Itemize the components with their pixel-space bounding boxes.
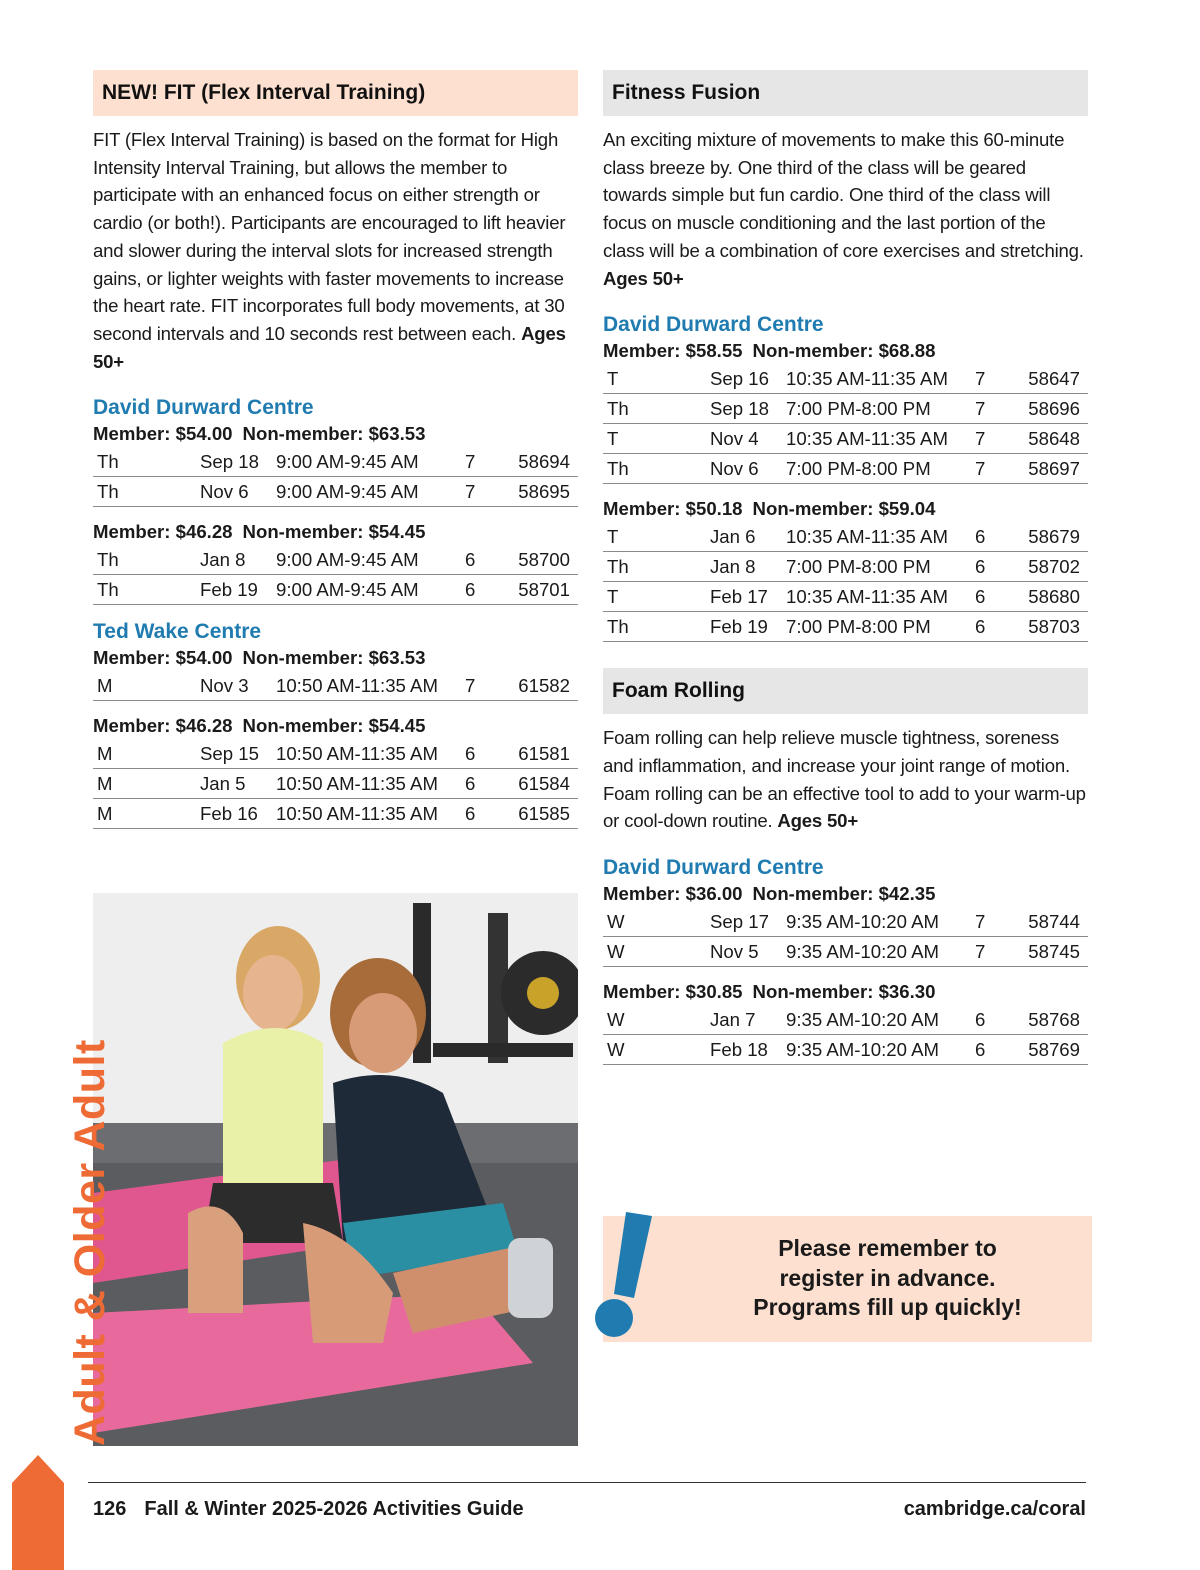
footer-url: cambridge.ca/coral bbox=[903, 1498, 1086, 1520]
fee-line: Member: $30.85 Non-member: $36.30 bbox=[603, 981, 936, 1003]
schedule-table bbox=[603, 1005, 1088, 1065]
footer-left bbox=[93, 1498, 524, 1521]
fee-line: Member: $46.28 Non-member: $54.45 bbox=[93, 521, 426, 543]
fee-line: Member: $46.28 Non-member: $54.45 bbox=[93, 715, 426, 737]
schedule-table bbox=[603, 907, 1088, 967]
table-row: T Sep 16 10:35 AM-11:35 AM 7 58647 bbox=[603, 364, 1088, 394]
table-row: W Nov 5 9:35 AM-10:20 AM 7 58745 bbox=[603, 937, 1088, 967]
fee-line: Member: $50.18 Non-member: $59.04 bbox=[603, 498, 936, 520]
photo-illustration bbox=[93, 893, 578, 1446]
table-row: M Feb 16 10:50 AM-11:35 AM 6 61585 bbox=[93, 799, 578, 829]
table-row: T Nov 4 10:35 AM-11:35 AM 7 58648 bbox=[603, 424, 1088, 454]
fee-line: Member: $54.00 Non-member: $63.53 bbox=[93, 647, 426, 669]
fee-line: Member: $54.00 Non-member: $63.53 bbox=[93, 423, 426, 445]
reminder-text bbox=[683, 1234, 1092, 1323]
right-column bbox=[603, 70, 1088, 1065]
fusion-section-title: Fitness Fusion bbox=[603, 70, 1088, 116]
foam-description: Foam rolling can help relieve muscle tightness, soreness and inflammation, and increase your joint range of motion. Foam rolling can be an effective tool to add to your warm-up or cool-down routine. Ages 50+ bbox=[603, 727, 1086, 832]
centre-name: David Durward Centre bbox=[93, 396, 314, 420]
table-row: Th Feb 19 7:00 PM-8:00 PM 6 58703 bbox=[603, 612, 1088, 642]
reminder-line: Please remember to bbox=[778, 1235, 997, 1261]
table-row: Th Jan 8 9:00 AM-9:45 AM 6 58700 bbox=[93, 545, 578, 575]
footer-divider bbox=[88, 1482, 1086, 1483]
table-row: Th Feb 19 9:00 AM-9:45 AM 6 58701 bbox=[93, 575, 578, 605]
schedule-table bbox=[93, 739, 578, 829]
centre-name: Ted Wake Centre bbox=[93, 620, 262, 644]
guide-title: Fall & Winter 2025-2026 Activities Guide bbox=[144, 1498, 524, 1520]
table-row: Th Jan 8 7:00 PM-8:00 PM 6 58702 bbox=[603, 552, 1088, 582]
fitness-photo bbox=[93, 893, 578, 1446]
reminder-line: Programs fill up quickly! bbox=[753, 1294, 1022, 1320]
table-row: W Jan 7 9:35 AM-10:20 AM 6 58768 bbox=[603, 1005, 1088, 1035]
table-row: T Jan 6 10:35 AM-11:35 AM 6 58679 bbox=[603, 522, 1088, 552]
fit-section-title: NEW! FIT (Flex Interval Training) bbox=[93, 70, 578, 116]
fusion-description: An exciting mixture of movements to make this 60-minute class breeze by. One third of the class will be geared towards simple but fun cardio. One third of the class will focus on muscle conditioning and the last portion of the class will be a combination of core exercises and stretching. Ages 50+ bbox=[603, 129, 1084, 289]
schedule-table bbox=[93, 447, 578, 507]
schedule-table bbox=[603, 522, 1088, 642]
centre-name: David Durward Centre bbox=[603, 856, 824, 880]
table-row: T Feb 17 10:35 AM-11:35 AM 6 58680 bbox=[603, 582, 1088, 612]
foam-section-title: Foam Rolling bbox=[603, 668, 1088, 714]
section-side-label: Adult & Older Adult bbox=[66, 1039, 114, 1446]
fee-line: Member: $36.00 Non-member: $42.35 bbox=[603, 883, 936, 905]
table-row: Th Nov 6 7:00 PM-8:00 PM 7 58697 bbox=[603, 454, 1088, 484]
reminder-box bbox=[603, 1216, 1092, 1342]
fee-line: Member: $58.55 Non-member: $68.88 bbox=[603, 340, 936, 362]
schedule-table bbox=[603, 364, 1088, 484]
page-number: 126 bbox=[93, 1498, 127, 1520]
schedule-table bbox=[93, 545, 578, 605]
table-row: Th Nov 6 9:00 AM-9:45 AM 7 58695 bbox=[93, 477, 578, 507]
table-row: M Nov 3 10:50 AM-11:35 AM 7 61582 bbox=[93, 671, 578, 701]
side-tab-arrow bbox=[12, 1455, 64, 1570]
reminder-line: register in advance. bbox=[779, 1264, 996, 1291]
left-column bbox=[93, 70, 578, 829]
table-row: Th Sep 18 9:00 AM-9:45 AM 7 58694 bbox=[93, 447, 578, 477]
centre-name: David Durward Centre bbox=[603, 313, 824, 337]
table-row: M Sep 15 10:50 AM-11:35 AM 6 61581 bbox=[93, 739, 578, 769]
table-row: W Sep 17 9:35 AM-10:20 AM 7 58744 bbox=[603, 907, 1088, 937]
table-row: W Feb 18 9:35 AM-10:20 AM 6 58769 bbox=[603, 1035, 1088, 1065]
schedule-table bbox=[93, 671, 578, 701]
table-row: M Jan 5 10:50 AM-11:35 AM 6 61584 bbox=[93, 769, 578, 799]
exclamation-icon bbox=[590, 1212, 660, 1342]
fit-description: FIT (Flex Interval Training) is based on the format for High Intensity Interval Training, but allows the member to participate with an enhanced focus on either strength or cardio (or both!). Participants are encouraged to lift heavier and slower during the interval slots for increased strength gains, or lighter weights with faster movements to increase the heart rate. FIT incorporates full body movements, at 30 second intervals and 10 seconds rest between each. Ages 50+ bbox=[93, 129, 566, 372]
table-row: Th Sep 18 7:00 PM-8:00 PM 7 58696 bbox=[603, 394, 1088, 424]
